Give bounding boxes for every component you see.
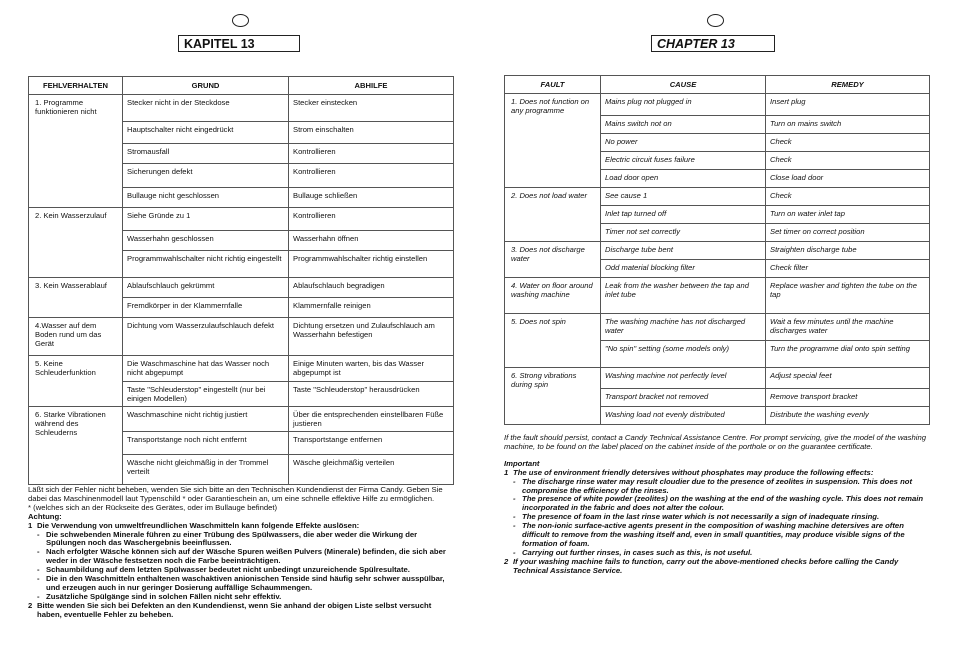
cause-cell: Leak from the washer between the tap and inlet tube	[601, 278, 766, 314]
note-item-1: 1 Die Verwendung von umweltfreundlichen Waschmitteln kann folgende Effekte auslösen:	[28, 520, 360, 530]
remedy-cell: Kontrollieren	[289, 164, 454, 188]
remedy-cell: Check	[766, 188, 930, 206]
note-bullet: - The presence of white powder (zeolites) on the washing at the end of the washing cycle. This does not remain incorporated in the fabric and does not alter the colour.	[504, 495, 929, 513]
chapter-title: CHAPTER 13	[651, 35, 775, 52]
table-row	[29, 356, 454, 382]
cause-cell: Odd material blocking filter	[601, 260, 766, 278]
table-row	[29, 318, 454, 356]
cause-cell: Wäsche nicht gleichmäßig in der Trommel verteilt	[123, 455, 289, 485]
fault-cell: 4. Water on floor around washing machine	[505, 278, 601, 314]
fault-cell: 2. Does not load water	[505, 188, 601, 242]
cause-cell: Mains switch not on	[601, 116, 766, 134]
cause-cell: "No spin" setting (some models only)	[601, 341, 766, 368]
cause-cell: Programmwahlschalter nicht richtig eingestellt	[123, 251, 289, 278]
note-bullet-list	[504, 478, 929, 558]
fault-cell: 1. Does not function on any programme	[505, 94, 601, 188]
cause-cell: Load door open	[601, 170, 766, 188]
remedy-cell: Turn the programme dial onto spin setting	[766, 341, 930, 368]
cause-cell: Stromausfall	[123, 144, 289, 164]
note-paragraph: Läßt sich der Fehler nicht beheben, wenden Sie sich bitte an den Technischen Kundendienst der Firma Candy. Geben Sie dabei das Maschinenmodell laut Typenschild * oder Garantieschein an, um eine schnelle effektive Hilfe zu ermöglichen.	[28, 485, 443, 503]
service-note	[504, 434, 929, 576]
note-bullet: - Nach erfolgter Wäsche können sich auf der Wäsche Spuren weißen Pulvers (Minerale) befinden, die sich aber weder in der Wäsche festsetzen noch die Farbe beeinträchtigen.	[28, 548, 453, 566]
note-bullet: - Schaumbildung auf dem letzten Spülwasser bedeutet nicht unbedingt unzureichende Spülresultate.	[28, 566, 453, 575]
remedy-cell: Turn on water inlet tap	[766, 206, 930, 224]
table-row	[505, 242, 930, 260]
fault-cell: 3. Kein Wasserablauf	[29, 278, 123, 318]
cause-cell: Siehe Gründe zu 1	[123, 208, 289, 231]
note-footnote: * (welches sich an der Rückseite des Gerätes, oder im Bullauge befindet)	[28, 502, 278, 512]
column-header: REMEDY	[766, 76, 930, 94]
cause-cell: Sicherungen defekt	[123, 164, 289, 188]
remedy-cell: Turn on mains switch	[766, 116, 930, 134]
cause-cell: Transportstange noch nicht entfernt	[123, 432, 289, 455]
note-item-2: 2 Bitte wenden Sie sich bei Defekten an den Kundendienst, wenn Sie anhand der obigen Liste selbst versucht haben, eventuelle Fehler zu beheben.	[28, 600, 432, 619]
note-bullet: - Die schwebenden Minerale führen zu einer Trübung des Spülwassers, die aber weder die Wirkung der Spülungen noch das Waschergebnis beeinflussen.	[28, 531, 453, 549]
cause-cell: Wasserhahn geschlossen	[123, 231, 289, 251]
fault-cell: 3. Does not discharge water	[505, 242, 601, 278]
cause-cell: Discharge tube bent	[601, 242, 766, 260]
note-heading: Achtung:	[28, 511, 62, 521]
column-header: FEHLVERHALTEN	[29, 77, 123, 95]
remedy-cell: Klammernfalle reinigen	[289, 298, 454, 318]
note-bullet: - Die in den Waschmitteln enthaltenen waschaktiven anionischen Tenside sind häufig sehr schwer ausspülbar, und erzeugen auch in nur geringer Dosierung auffällige Schaummengen.	[28, 575, 453, 593]
cause-cell: Timer not set correctly	[601, 224, 766, 242]
troubleshooting-table	[28, 76, 454, 485]
service-note	[28, 486, 453, 620]
table-row	[29, 208, 454, 231]
cause-cell: Washing load not evenly distributed	[601, 407, 766, 425]
remedy-cell: Dichtung ersetzen und Zulaufschlauch am Wasserhahn befestigen	[289, 318, 454, 356]
note-bullet: - The non-ionic surface-active agents present in the composition of washing machine detersives are often difficult to remove from the washing itself and, even in small quantities, may produce visible signs of the formation of foam.	[504, 522, 929, 549]
troubleshooting-table	[504, 75, 930, 425]
remedy-cell: Einige Minuten warten, bis das Wasser abgepumpt ist	[289, 356, 454, 382]
remedy-cell: Replace washer and tighten the tube on the tap	[766, 278, 930, 314]
remedy-cell: Bullauge schließen	[289, 188, 454, 208]
note-bullet: - Carrying out further rinses, in cases such as this, is not useful.	[504, 549, 929, 558]
remedy-cell: Distribute the washing evenly	[766, 407, 930, 425]
cause-cell: Mains plug not plugged in	[601, 94, 766, 116]
cause-cell: Fremdkörper in der Klammernfalle	[123, 298, 289, 318]
fault-cell: 2. Kein Wasserzulauf	[29, 208, 123, 278]
cause-cell: Dichtung vom Wasserzulaufschlauch defekt	[123, 318, 289, 356]
note-item-1: 1 The use of environment friendly detersives without phosphates may produce the following effects:	[504, 467, 874, 477]
language-badge	[232, 14, 249, 27]
remedy-cell: Kontrollieren	[289, 208, 454, 231]
remedy-cell: Stecker einstecken	[289, 95, 454, 122]
remedy-cell: Ablaufschlauch begradigen	[289, 278, 454, 298]
remedy-cell: Programmwahlschalter richtig einstellen	[289, 251, 454, 278]
chapter-title: KAPITEL 13	[178, 35, 300, 52]
fault-cell: 1. Programme funktionieren nicht	[29, 95, 123, 208]
note-bullet: - The presence of foam in the last rinse water which is not necessarily a sign of inadequate rinsing.	[504, 513, 929, 522]
language-badge	[707, 14, 724, 27]
column-header: ABHILFE	[289, 77, 454, 95]
cause-cell: Washing machine not perfectly level	[601, 368, 766, 389]
table-row	[505, 368, 930, 389]
fault-cell: 5. Does not spin	[505, 314, 601, 368]
fault-cell: 6. Starke Vibrationen während des Schleuderns	[29, 407, 123, 485]
remedy-cell: Über die entsprechenden einstellbaren Füße justieren	[289, 407, 454, 432]
cause-cell: Bullauge nicht geschlossen	[123, 188, 289, 208]
column-header: FAULT	[505, 76, 601, 94]
table-row	[29, 278, 454, 298]
remedy-cell: Set timer on correct position	[766, 224, 930, 242]
table-row	[505, 94, 930, 116]
column-header: CAUSE	[601, 76, 766, 94]
remedy-cell: Wait a few minutes until the machine discharges water	[766, 314, 930, 341]
remedy-cell: Check	[766, 152, 930, 170]
cause-cell: The washing machine has not discharged water	[601, 314, 766, 341]
cause-cell: Stecker nicht in der Steckdose	[123, 95, 289, 122]
note-bullet: - The discharge rinse water may result cloudier due to the presence of zeolites in suspension. This does not compromise the efficiency of the rinses.	[504, 478, 929, 496]
note-bullet: - Zusätzliche Spülgänge sind in solchen Fällen nicht sehr effektiv.	[28, 593, 453, 602]
remedy-cell: Transportstange entfernen	[289, 432, 454, 455]
fault-cell: 4.Wasser auf dem Boden rund um das Gerät	[29, 318, 123, 356]
cause-cell: Taste "Schleuderstop" eingestellt (nur bei einigen Modellen)	[123, 382, 289, 407]
remedy-cell: Adjust special feet	[766, 368, 930, 389]
column-header: GRUND	[123, 77, 289, 95]
remedy-cell: Wasserhahn öffnen	[289, 231, 454, 251]
remedy-cell: Taste "Schleuderstop" herausdrücken	[289, 382, 454, 407]
remedy-cell: Straighten discharge tube	[766, 242, 930, 260]
fault-cell: 6. Strong vibrations during spin	[505, 368, 601, 425]
cause-cell: Hauptschalter nicht eingedrückt	[123, 122, 289, 144]
cause-cell: Inlet tap turned off	[601, 206, 766, 224]
cause-cell: Transport bracket not removed	[601, 389, 766, 407]
table-row	[29, 95, 454, 122]
remedy-cell: Remove transport bracket	[766, 389, 930, 407]
cause-cell: No power	[601, 134, 766, 152]
table-row	[505, 278, 930, 314]
remedy-cell: Close load door	[766, 170, 930, 188]
fault-cell: 5. Keine Schleuderfunktion	[29, 356, 123, 407]
cause-cell: Waschmaschine nicht richtig justiert	[123, 407, 289, 432]
remedy-cell: Insert plug	[766, 94, 930, 116]
note-paragraph: If the fault should persist, contact a Candy Technical Assistance Centre. For prompt servicing, give the model of the washing machine, to be found on the label placed on the cabinet inside of the porthole or on the guarantee certificate.	[504, 433, 927, 451]
cause-cell: Ablaufschlauch gekrümmt	[123, 278, 289, 298]
remedy-cell: Check filter	[766, 260, 930, 278]
remedy-cell: Wäsche gleichmäßig verteilen	[289, 455, 454, 485]
table-row	[29, 407, 454, 432]
cause-cell: Die Waschmaschine hat das Wasser noch nicht abgepumpt	[123, 356, 289, 382]
note-bullet-list	[28, 531, 453, 602]
remedy-cell: Check	[766, 134, 930, 152]
remedy-cell: Strom einschalten	[289, 122, 454, 144]
note-item-2: 2 If your washing machine fails to function, carry out the above-mentioned checks before calling the Candy Technical Assistance Service.	[504, 556, 899, 575]
page-english	[477, 0, 954, 668]
remedy-cell: Kontrollieren	[289, 144, 454, 164]
cause-cell: See cause 1	[601, 188, 766, 206]
table-row	[505, 188, 930, 206]
note-heading: Important	[504, 458, 540, 468]
cause-cell: Electric circuit fuses failure	[601, 152, 766, 170]
table-row	[505, 314, 930, 341]
